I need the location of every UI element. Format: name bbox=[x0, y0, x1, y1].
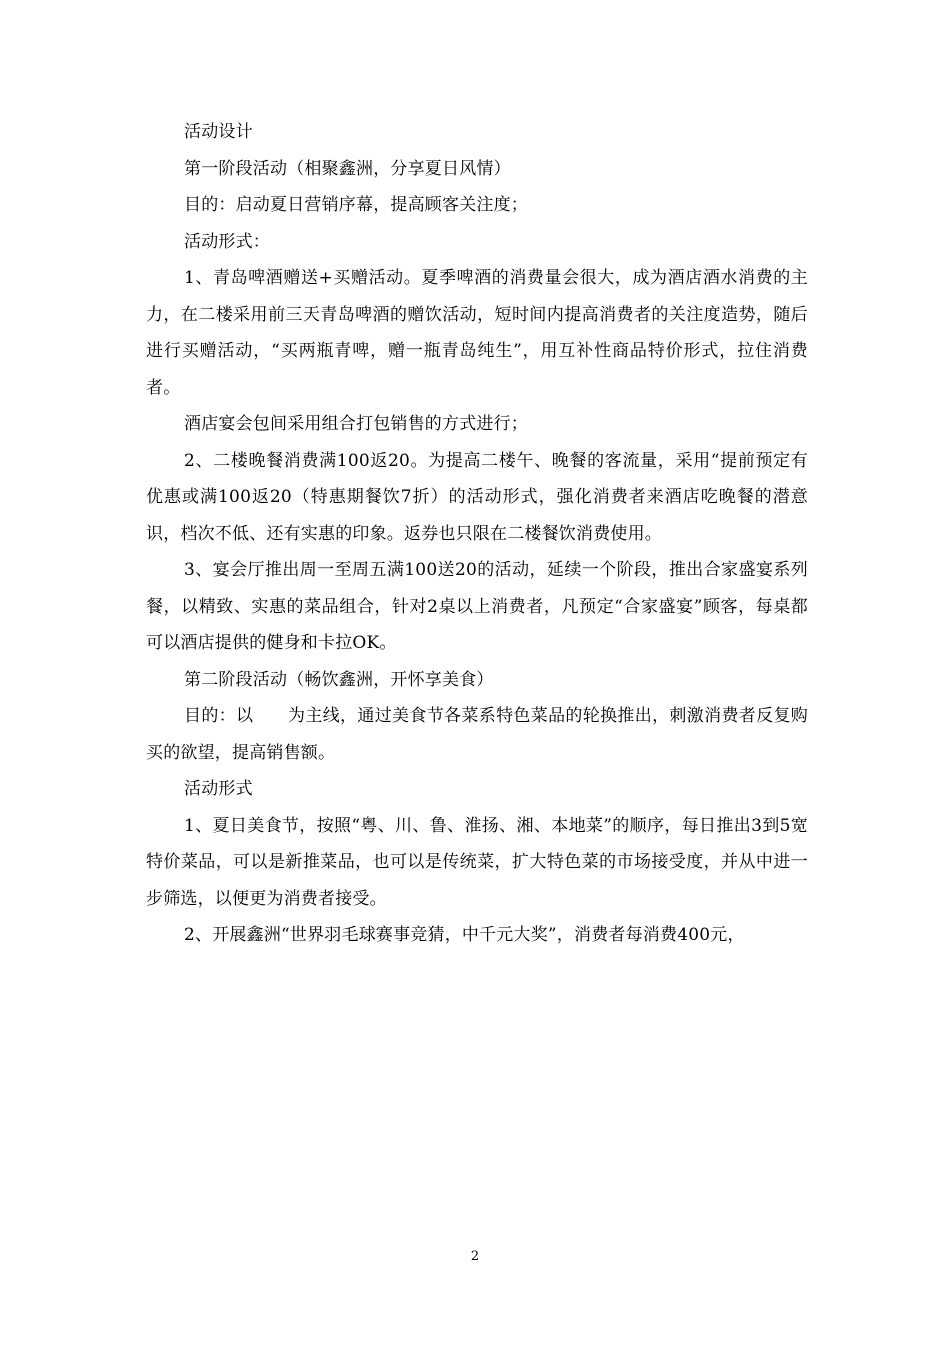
document-body bbox=[146, 114, 808, 954]
heading-activity-design: 活动设计 bbox=[184, 122, 253, 142]
page-number: 2 bbox=[470, 1249, 480, 1264]
paragraph-phase-one-purpose: 目的：启动夏日营销序幕，提高顾客关注度； bbox=[184, 195, 528, 215]
paragraph-badminton-quiz: 2、开展鑫洲“世界羽毛球赛事竞猜，中千元大奖”，消费者每消费400元， bbox=[184, 925, 745, 945]
paragraph-activity-form-label: 活动形式： bbox=[184, 231, 270, 252]
heading-phase-one: 第一阶段活动（相聚鑫洲，分享夏日风情） bbox=[184, 158, 511, 179]
paragraph-food-festival: 1、夏日美食节，按照“粤、川、鲁、淮扬、湘、本地菜”的顺序，每日推出3到5宽特价菜品，可以是新推菜品，也可以是传统菜，扩大特色菜的市场接受度，并从中进一步筛选，以便更为消费者接受。 bbox=[146, 815, 808, 909]
heading-phase-two: 第二阶段活动（畅饮鑫洲，开怀享美食） bbox=[184, 669, 494, 690]
paragraph-banquet-bundle: 酒店宴会包间采用组合打包销售的方式进行； bbox=[184, 414, 528, 434]
paragraph-beer-promotion: 1、青岛啤酒赠送+买赠活动。夏季啤酒的消费量会很大，成为酒店酒水消费的主力，在二楼采用前三天青岛啤酒的赠饮活动，短时间内提高消费者的关注度造势，随后进行买赠活动，“买两瓶青啤，赠一瓶青岛纯生”，用互补性商品特价形式，拉住消费者。 bbox=[146, 268, 808, 398]
paragraph-phase-two-purpose: 目的：以 为主线，通过美食节各菜系特色菜品的轮换推出，刺激消费者反复购买的欲望，提高销售额。 bbox=[146, 706, 808, 763]
paragraph-activity-form-label-2: 活动形式 bbox=[184, 779, 253, 799]
paragraph-dinner-discount: 2、二楼晚餐消费满100返20。为提高二楼午、晚餐的客流量，采用“提前预定有优惠或满100返20（特惠期餐饮7折）的活动形式，强化消费者来酒店吃晚餐的潜意识，档次不低、还有实惠的印象。返券也只限在二楼餐饮消费使用。 bbox=[146, 450, 808, 544]
paragraph-banquet-hall-offer: 3、宴会厅推出周一至周五满100送20的活动，延续一个阶段，推出合家盛宴系列餐，以精致、实惠的菜品组合，针对2桌以上消费者，凡预定“合家盛宴”顾客，每桌都可以酒店提供的健身和卡拉OK。 bbox=[146, 560, 808, 653]
